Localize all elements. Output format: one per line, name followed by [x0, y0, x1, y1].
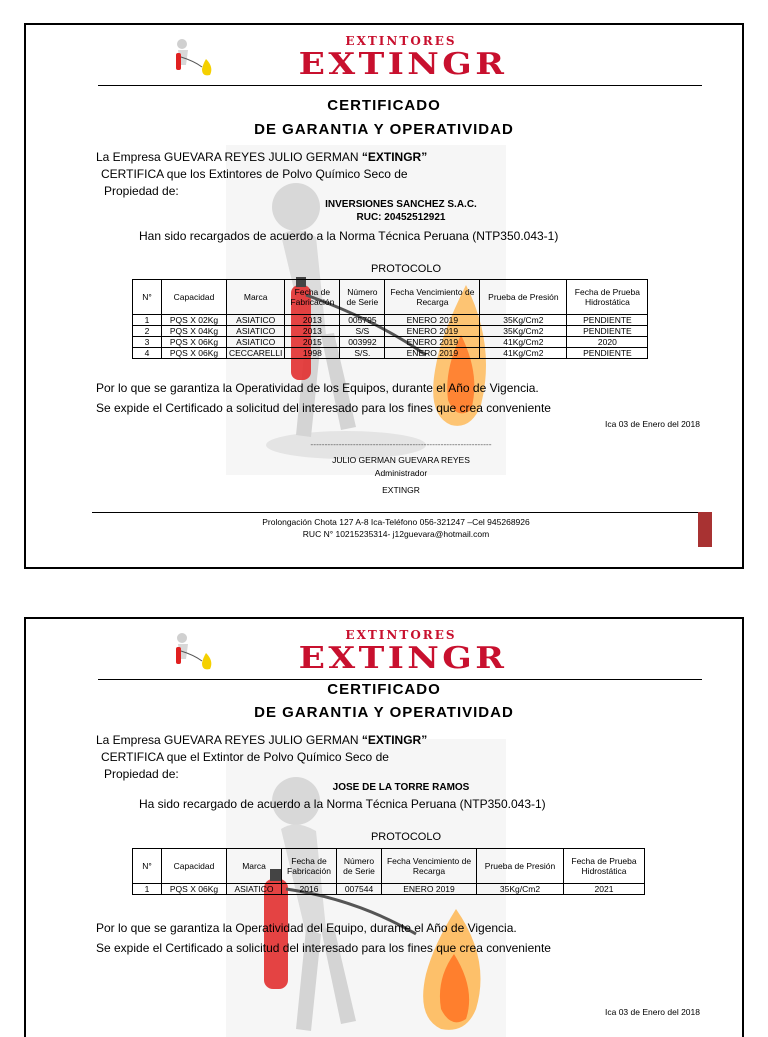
cell-hydrostatic-test: 2020 [567, 337, 648, 348]
guarantee-line: Por lo que se garantiza la Operatividad del Equipo, durante el Año de Vigencia. [96, 921, 517, 935]
protocol-table [132, 279, 648, 359]
brand-subtitle: EXTINTORES [345, 628, 457, 642]
page-gap [0, 569, 768, 617]
company-line-text: La Empresa GUEVARA REYES JULIO GERMAN [96, 150, 362, 164]
issue-date: Ica 03 de Enero del 2018 [605, 1007, 700, 1017]
col-header-number: N° [133, 280, 162, 315]
footer-ruc: RUC N° 10215235314- j12guevara@hotmail.com [302, 529, 490, 539]
cell-capacity: PQS X 06Kg [162, 337, 227, 348]
brand-subtitle: EXTINTORES [345, 34, 457, 48]
certificate-title: CERTIFICADO [327, 681, 441, 698]
col-header-serial: Número de Serie [340, 280, 385, 315]
col-header-brand: Marca [227, 849, 282, 884]
certificate-subtitle: DE GARANTIA Y OPERATIVIDAD [254, 121, 514, 138]
brand-name: EXTINGR [298, 641, 508, 676]
cell-hydrostatic-test: 2021 [564, 884, 645, 895]
company-brand-quote: “EXTINGR” [361, 733, 428, 747]
cell-brand: ASIATICO [227, 337, 285, 348]
signature-line: ---------------------------------------------------------------- [310, 439, 492, 449]
col-header-recharge-expiry: Fecha Vencimiento de Recarga [385, 280, 480, 315]
recharge-line: Ha sido recargado de acuerdo a la Norma Técnica Peruana (NTP350.043-1) [139, 797, 546, 811]
col-header-pressure-test: Prueba de Presión [477, 849, 564, 884]
table-row [133, 884, 645, 895]
cell-capacity: PQS X 06Kg [162, 884, 227, 895]
table-row [133, 348, 648, 359]
col-header-hydrostatic-test: Fecha de Prueba Hidrostática [567, 280, 648, 315]
cell-serial: 007544 [337, 884, 382, 895]
cell-brand: ASIATICO [227, 315, 285, 326]
cell-capacity: PQS X 04Kg [162, 326, 227, 337]
cell-recharge-expiry: ENERO 2019 [382, 884, 477, 895]
signer-name: JULIO GERMAN GUEVARA REYES [332, 455, 470, 465]
cell-brand: ASIATICO [227, 326, 285, 337]
cell-brand: CECCARELLI [227, 348, 285, 359]
firefighter-logo-icon [166, 631, 218, 671]
cell-number: 1 [133, 315, 162, 326]
cell-serial: S/S [340, 326, 385, 337]
col-header-capacity: Capacidad [162, 280, 227, 315]
certificate-title: CERTIFICADO [327, 97, 441, 114]
propiedad-line: Propiedad de: [104, 184, 179, 198]
cell-manufacture-date: 2015 [285, 337, 340, 348]
col-header-manufacture-date: Fecha de Fabricación [282, 849, 337, 884]
cell-serial: 003992 [340, 337, 385, 348]
issue-line: Se expide el Certificado a solicitud del interesado para los fines que crea conveniente [96, 401, 551, 415]
signer-company: EXTINGR [382, 485, 420, 495]
issue-line: Se expide el Certificado a solicitud del interesado para los fines que crea conveniente [96, 941, 551, 955]
cell-recharge-expiry: ENERO 2019 [385, 315, 480, 326]
footer-rule [92, 512, 702, 513]
table-header-row [133, 849, 645, 884]
protocol-table [132, 848, 645, 895]
col-header-pressure-test: Prueba de Presión [480, 280, 567, 315]
propiedad-line: Propiedad de: [104, 767, 179, 781]
cell-pressure-test: 41Kg/Cm2 [480, 348, 567, 359]
cell-serial: S/S. [340, 348, 385, 359]
col-header-manufacture-date: Fecha de Fabricación [285, 280, 340, 315]
col-header-capacity: Capacidad [162, 849, 227, 884]
cell-hydrostatic-test: PENDIENTE [567, 315, 648, 326]
cell-hydrostatic-test: PENDIENTE [567, 348, 648, 359]
issue-date: Ica 03 de Enero del 2018 [605, 419, 700, 429]
firefighter-logo-icon [166, 37, 218, 77]
footer-address: Prolongación Chota 127 A-8 Ica-Teléfono 056-321247 –Cel 945268926 [262, 517, 530, 527]
guarantee-line: Por lo que se garantiza la Operatividad de los Equipos, durante el Año de Vigencia. [96, 381, 539, 395]
table-row [133, 326, 648, 337]
certificate-2 [24, 617, 744, 1037]
cell-manufacture-date: 1998 [285, 348, 340, 359]
cell-pressure-test: 35Kg/Cm2 [477, 884, 564, 895]
cell-manufacture-date: 2016 [282, 884, 337, 895]
table-row [133, 315, 648, 326]
footer-accent-bar [698, 512, 712, 547]
owner-name: JOSE DE LA TORRE RAMOS [332, 782, 470, 793]
owner-name: INVERSIONES SANCHEZ S.A.C. [325, 199, 477, 210]
cell-recharge-expiry: ENERO 2019 [385, 337, 480, 348]
cell-pressure-test: 41Kg/Cm2 [480, 337, 567, 348]
certifica-line: CERTIFICA que los Extintores de Polvo Químico Seco de [101, 167, 408, 181]
company-line-text: La Empresa GUEVARA REYES JULIO GERMAN [96, 733, 362, 747]
cell-pressure-test: 35Kg/Cm2 [480, 326, 567, 337]
table-row [133, 337, 648, 348]
protocol-label: PROTOCOLO [370, 263, 442, 275]
cell-capacity: PQS X 02Kg [162, 315, 227, 326]
cell-manufacture-date: 2013 [285, 315, 340, 326]
col-header-hydrostatic-test: Fecha de Prueba Hidrostática [564, 849, 645, 884]
col-header-brand: Marca [227, 280, 285, 315]
cell-number: 2 [133, 326, 162, 337]
protocol-label: PROTOCOLO [370, 831, 442, 843]
cell-manufacture-date: 2013 [285, 326, 340, 337]
cell-serial: 005795 [340, 315, 385, 326]
col-header-recharge-expiry: Fecha Vencimiento de Recarga [382, 849, 477, 884]
brand-name: EXTINGR [298, 47, 508, 82]
recharge-line: Han sido recargados de acuerdo a la Norma Técnica Peruana (NTP350.043-1) [139, 229, 559, 243]
col-header-number: N° [133, 849, 162, 884]
owner-ruc: RUC: 20452512921 [356, 212, 446, 223]
cell-number: 4 [133, 348, 162, 359]
company-line [96, 150, 427, 164]
certificate-subtitle: DE GARANTIA Y OPERATIVIDAD [254, 704, 514, 721]
signer-role: Administrador [374, 468, 428, 478]
company-line [96, 733, 427, 747]
cell-recharge-expiry: ENERO 2019 [385, 348, 480, 359]
certificate-1 [24, 23, 744, 569]
cell-hydrostatic-test: PENDIENTE [567, 326, 648, 337]
table-header-row [133, 280, 648, 315]
cell-number: 3 [133, 337, 162, 348]
cell-recharge-expiry: ENERO 2019 [385, 326, 480, 337]
header-rule [98, 679, 702, 680]
col-header-serial: Número de Serie [337, 849, 382, 884]
company-brand-quote: “EXTINGR” [361, 150, 428, 164]
cell-number: 1 [133, 884, 162, 895]
header-rule [98, 85, 702, 86]
cell-pressure-test: 35Kg/Cm2 [480, 315, 567, 326]
cell-brand: ASIATICO [227, 884, 282, 895]
cell-capacity: PQS X 06Kg [162, 348, 227, 359]
certifica-line: CERTIFICA que el Extintor de Polvo Químico Seco de [101, 750, 389, 764]
